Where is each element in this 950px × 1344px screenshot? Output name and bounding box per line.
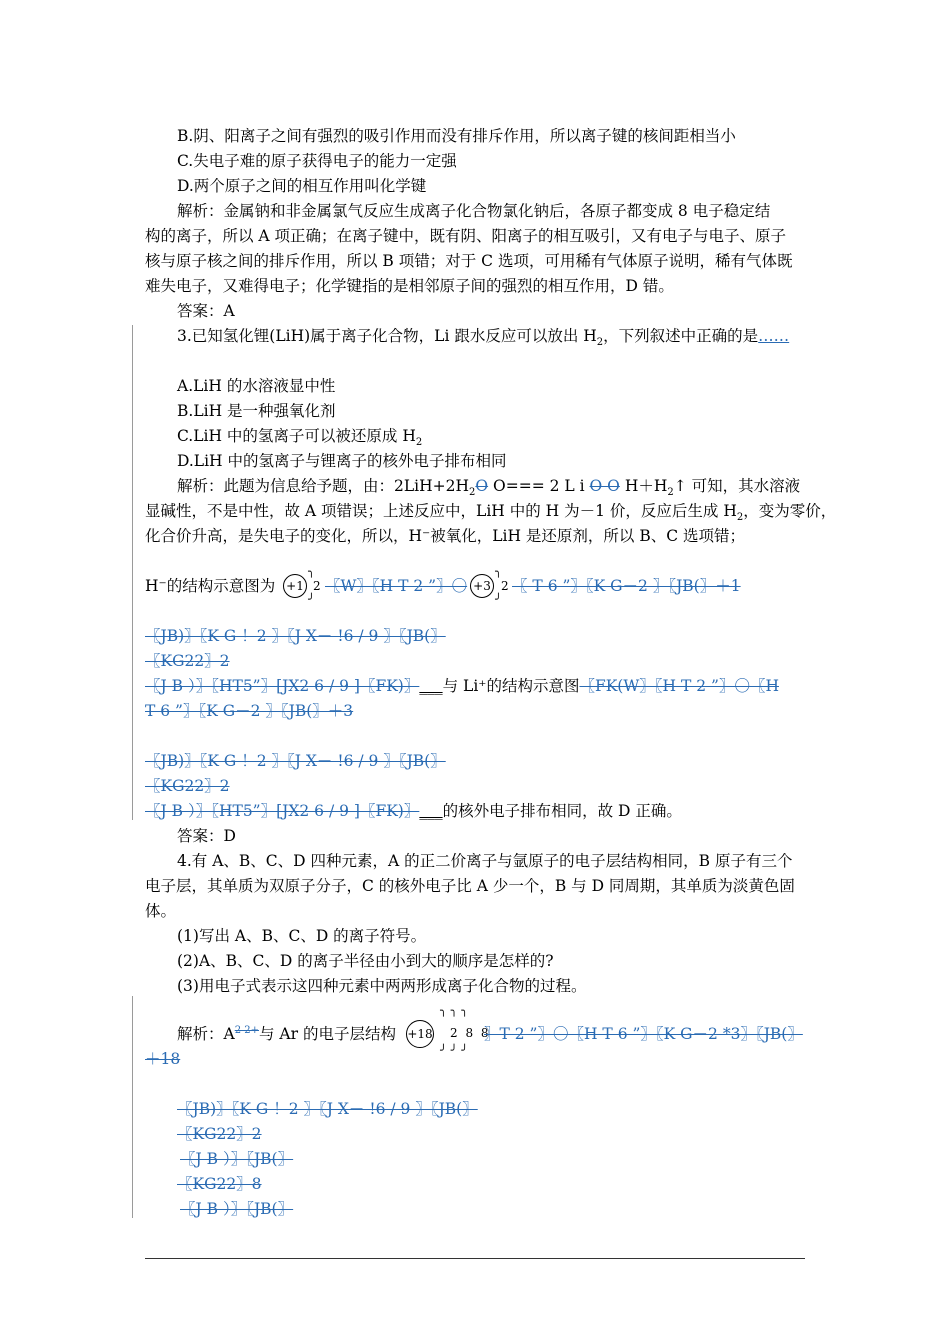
question-3-option-c (177, 424, 422, 448)
revision-bar (132, 325, 133, 820)
question-3-option-d: D.LiH 中的氢离子与锂离子的核外电子排布相同 (177, 452, 507, 470)
question-3 (177, 324, 789, 348)
revision-markup: 〗T 2 ”〗〇〖H T 6 ”〗〖K G－2 *3〗〖JB(〗 (484, 1025, 803, 1043)
revision-markup: 〖FK(W〗〖H T 2 ”〗〇〖H (579, 677, 779, 695)
revision-superscript: 2 2+ (234, 1024, 259, 1036)
revision-markup: 〖J B ）〗〖JB(〗 (180, 1150, 294, 1168)
revision-bar (132, 996, 133, 1218)
analysis-4-text-b: 与 Ar 的电子层结构 (259, 1025, 396, 1043)
revision-markup: 〖KG22〗8 (177, 1175, 262, 1193)
question-4-sub-1: (1)写出 A、B、C、D 的离子符号。 (177, 927, 427, 945)
question-4-line-1: 4.有 A、B、C、D 四种元素，A 的正二价离子与氩原子的电子层结构相同，B 原子有三个 (177, 852, 793, 870)
li-compare-text: 与 Li⁺的结构示意图 (442, 677, 580, 695)
analysis-2-line-3: 核与原子核之间的排斥作用，所以 B 项错；对于 C 选项，可用稀有气体原子说明，稀有气体既 (145, 252, 793, 270)
option-b: B.阴、阳离子之间有强烈的吸引作用而没有排斥作用，所以离子键的核间距相当小 (177, 127, 736, 145)
analysis-3-line-3: 化合价升高，是失电子的变化，所以，H⁻被氧化，LiH 是还原剂，所以 B、C 选项错； (145, 527, 745, 545)
question-3-option-b: B.LiH 是一种强氧化剂 (177, 402, 336, 420)
analysis-4-text-a: 解析：A (177, 1025, 235, 1043)
revision-markup: 〖JB)〗〖K G ！2 〗〖J X－ !6 / 9 〗〖JB(〗 (177, 1100, 478, 1118)
revision-markup: 〖 T 6 ”〗〖K G－2 〗〖JB(〗＋1 (512, 577, 741, 595)
analysis-2-line-2: 构的离子，所以 A 项正确；在离子键中，既有阴、阳离子的相互吸引，又有电子与电子、原子 (145, 227, 787, 245)
answer-3: 答案：D (177, 827, 236, 845)
revision-markup: 〖J B ）〗〖JB(〗 (180, 1200, 294, 1218)
question-4-line-2: 电子层，其单质为双原子分子，C 的核外电子比 A 少一个，B 与 D 同周期，其单质为淡黄色固 (145, 877, 795, 895)
shell-arcs-top-icon: ╮╮╮ (440, 1004, 472, 1017)
revision-markup: ＋18 (145, 1050, 181, 1068)
revision-markup: 〖J B ）〗〖HT5”〗[JX2 6 / 9 ]〖FK)〗 (145, 677, 420, 695)
question-3-option-a: A.LiH 的水溶液显中性 (177, 377, 336, 395)
revision-markup: 〖J B ）〗〖HT5”〗[JX2 6 / 9 ]〖FK)〗 (145, 802, 420, 820)
shell-arcs-bottom-icon: ╯╯╯ (440, 1044, 472, 1057)
revision-markup: T 6 ”〗〖K G－2 〗〖JB(〗＋3 (145, 702, 354, 720)
ar-shell-electrons: 2 8 8 (450, 1026, 491, 1040)
subscript: 2 (736, 512, 744, 524)
li-nucleus-circle: +3 (470, 574, 494, 598)
answer-2: 答案：A (177, 302, 235, 320)
analysis-4-line-1 (177, 1022, 396, 1046)
shell-arc-icon: ╮ (308, 565, 315, 578)
analysis-3-text-c: O=== 2 L i (493, 477, 585, 495)
option-c-text: C.LiH 中的氢离子可以被还原成 H (177, 427, 416, 445)
analysis-3-text-e: H＋H (624, 477, 668, 495)
analysis-3-text-f: ↑ 可知，其水溶液 (673, 477, 801, 495)
h-nucleus-circle: +1 (283, 574, 307, 598)
analysis-3-text-2b: ，变为零价， (743, 502, 837, 520)
revision-markup: 〖W〗〖H T 2 ”〗〇 (325, 577, 468, 595)
revision-dots: …… (758, 327, 790, 345)
option-c: C.失电子难的原子获得电子的能力一定强 (177, 152, 457, 170)
blank: ___ (419, 802, 443, 820)
shell-arc-icon: ╯ (308, 593, 315, 606)
revision-markup: 〖KG22〗2 (177, 1125, 262, 1143)
revision-o: O (475, 477, 489, 495)
question-4-sub-3: (3)用电子式表示这四种元素中两两形成离子化合物的过程。 (177, 977, 587, 995)
analysis-2-line-4: 难失电子，又难得电子；化学键指的是相邻原子间的强烈的相互作用，D 错。 (145, 277, 674, 295)
shell-arc-icon: ╯ (495, 593, 502, 606)
revision-markup: 〖KG22〗2 (145, 652, 230, 670)
revision-markup: 〖JB)〗〖K G ！2 〗〖J X－ !6 / 9 〗〖JB(〗 (145, 752, 446, 770)
markup-line (145, 674, 779, 698)
h-structure-label: H⁻的结构示意图为 (145, 577, 276, 595)
footer-rule (145, 1258, 805, 1259)
analysis-3-line-2 (145, 499, 836, 523)
option-d: D.两个原子之间的相互作用叫化学键 (177, 177, 427, 195)
revision-oo: O O (589, 477, 620, 495)
analysis-3-text-a: 解析：此题为信息给予题，由：2LiH+2H (177, 477, 469, 495)
revision-markup: 〖JB)〗〖K G ！2 〗〖J X－ !6 / 9 〗〖JB(〗 (145, 627, 446, 645)
question-3-text-a: 3.已知氢化锂(LiH)属于离子化合物，Li 跟水反应可以放出 H (177, 327, 597, 345)
blank: ___ (419, 677, 443, 695)
question-3-text-b: ，下列叙述中正确的是 (603, 327, 759, 345)
li-shell-electrons: 2 (501, 579, 509, 593)
markup-line (145, 799, 682, 823)
revision-markup: 〖KG22〗2 (145, 777, 230, 795)
subscript: 2 (596, 337, 604, 349)
shell-arc-icon: ╮ (495, 565, 502, 578)
h-shell-electrons: 2 (313, 579, 321, 593)
question-4-line-3: 体。 (145, 902, 177, 920)
question-4-sub-2: (2)A、B、C、D 的离子半径由小到大的顺序是怎样的? (177, 952, 554, 970)
ar-nucleus-circle: +18 (406, 1020, 434, 1048)
analysis-3-line-1 (177, 474, 800, 498)
conclusion-text: 的核外电子排布相同，故 D 正确。 (442, 802, 682, 820)
subscript: 2 (415, 437, 423, 449)
subscript: 2 (667, 487, 674, 499)
analysis-2-line-1: 解析：金属钠和非金属氯气反应生成离子化合物氯化钠后，各原子都变成 8 电子稳定结 (177, 202, 771, 220)
analysis-3-text-2a: 显碱性，不是中性，故 A 项错误；上述反应中，LiH 中的 H 为－1 价，反应后生成 H (145, 502, 737, 520)
subscript: 2 (469, 487, 476, 499)
